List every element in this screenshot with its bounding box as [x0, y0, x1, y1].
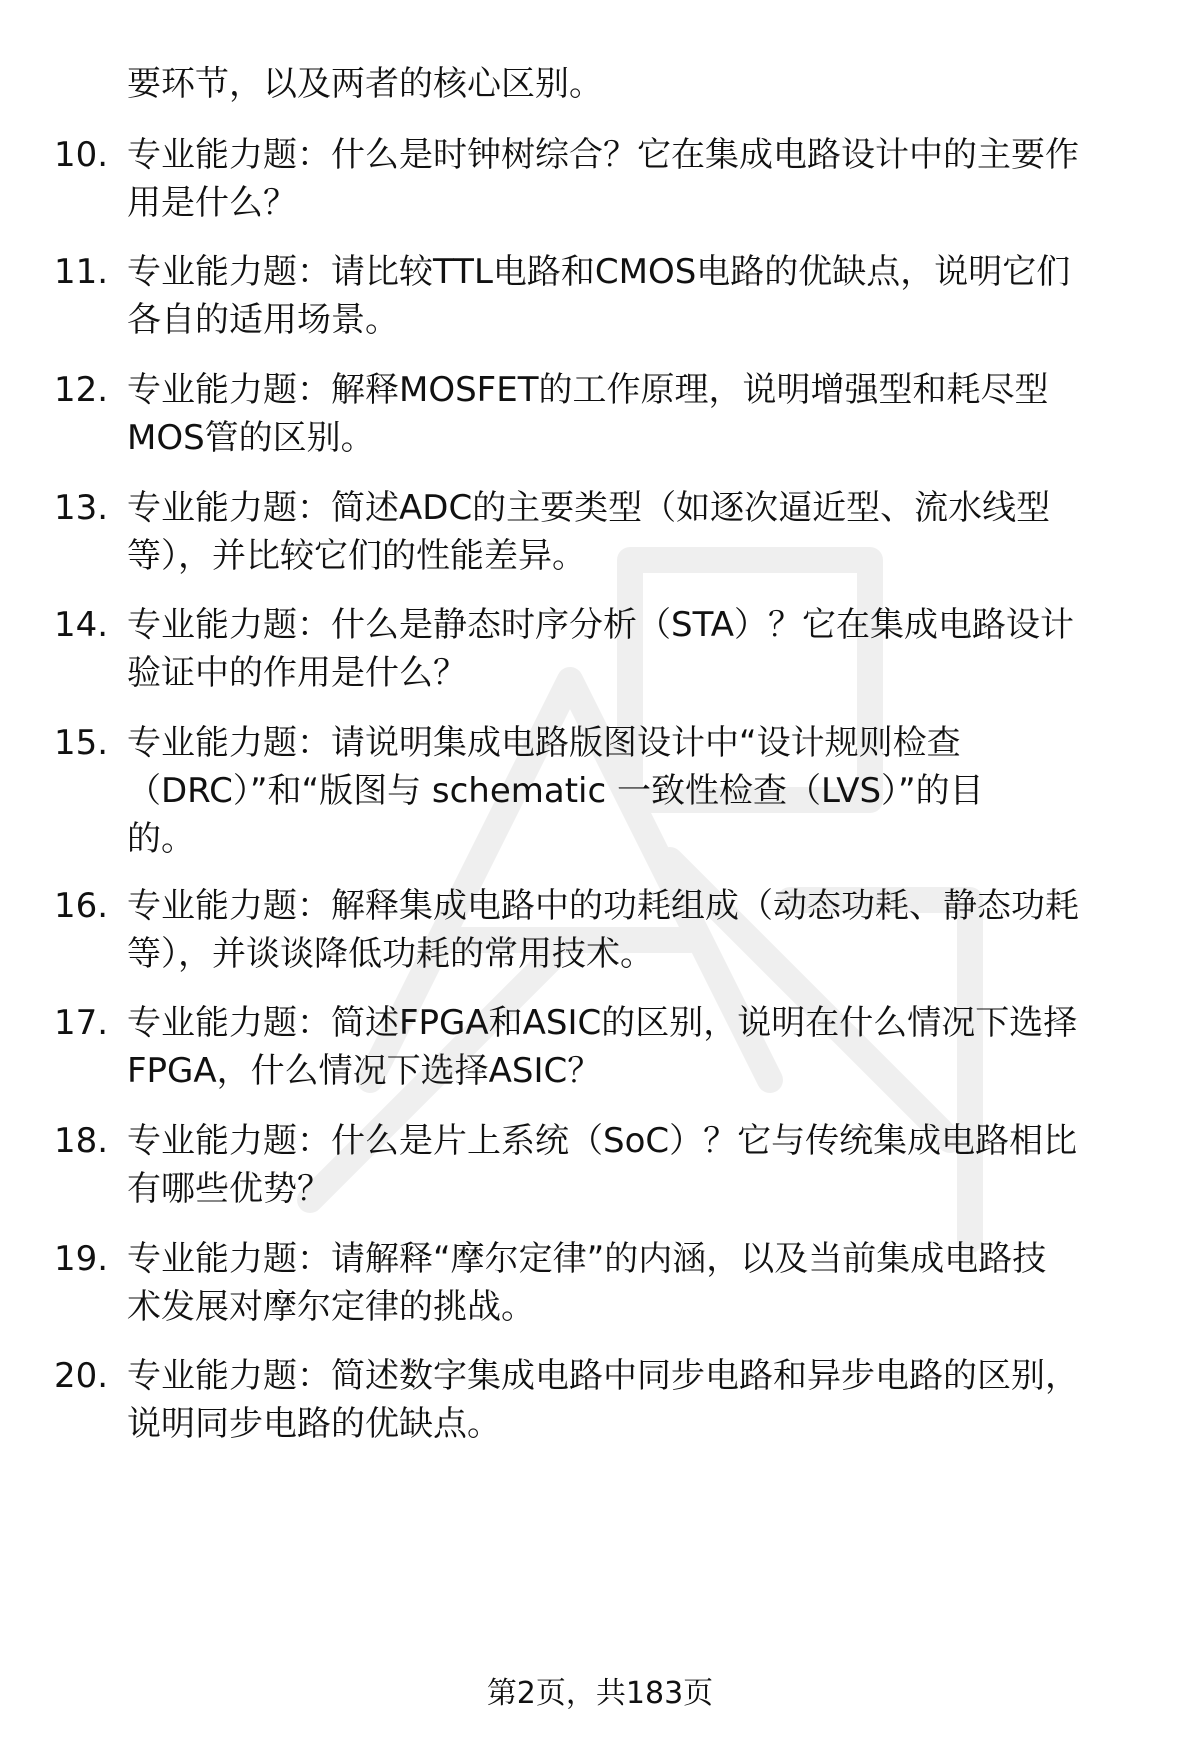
question-line: 专业能力题：什么是静态时序分析（STA）？它在集成电路设计 — [127, 605, 1074, 645]
question-line: 等），并比较它们的性能差异。 — [127, 536, 586, 576]
question-line: 专业能力题：解释集成电路中的功耗组成（动态功耗、静态功耗 — [127, 886, 1079, 926]
question-line: 专业能力题：请比较TTL电路和CMOS电路的优缺点，说明它们 — [127, 252, 1071, 292]
question-text — [127, 366, 1200, 462]
question-number: 10. — [54, 135, 109, 175]
question-number: 14. — [54, 605, 109, 645]
question-text — [127, 999, 1200, 1095]
question-line: MOS管的区别。 — [127, 418, 375, 458]
question-number: 18. — [54, 1121, 109, 1161]
question-line: 专业能力题：请解释“摩尔定律”的内涵，以及当前集成电路技 — [127, 1239, 1047, 1279]
question-number: 16. — [54, 886, 109, 926]
question-line: 说明同步电路的优缺点。 — [127, 1404, 501, 1444]
question-text — [127, 1117, 1200, 1213]
question-text — [127, 1235, 1200, 1331]
question-line: 等），并谈谈降低功耗的常用技术。 — [127, 934, 654, 974]
question-line: 专业能力题：解释MOSFET的工作原理，说明增强型和耗尽型 — [127, 370, 1049, 410]
question-line: 专业能力题：什么是时钟树综合？它在集成电路设计中的主要作 — [127, 135, 1079, 175]
question-text — [127, 882, 1200, 978]
question-line: 有哪些优势？ — [127, 1169, 331, 1209]
question-number: 17. — [54, 1003, 109, 1043]
question-text — [127, 131, 1200, 227]
question-line: 专业能力题：简述数字集成电路中同步电路和异步电路的区别， — [127, 1356, 1079, 1396]
question-number: 13. — [54, 488, 109, 528]
question-text — [127, 719, 1200, 863]
question-line: 用是什么？ — [127, 183, 297, 223]
continuation-line: 要环节，以及两者的核心区别。 — [127, 64, 603, 104]
question-number: 19. — [54, 1239, 109, 1279]
question-text — [127, 248, 1200, 344]
question-line: 验证中的作用是什么？ — [127, 653, 467, 693]
question-line: 专业能力题：简述FPGA和ASIC的区别，说明在什么情况下选择 — [127, 1003, 1078, 1043]
page-footer: 第2页，共183页 — [486, 1676, 714, 1711]
question-line: 专业能力题：简述ADC的主要类型（如逐次逼近型、流水线型 — [127, 488, 1051, 528]
question-line: 专业能力题：请说明集成电路版图设计中“设计规则检查 — [127, 723, 961, 763]
question-line: FPGA，什么情况下选择ASIC？ — [127, 1051, 602, 1091]
question-text — [127, 484, 1200, 580]
question-line: 的。 — [127, 819, 195, 859]
question-line: 术发展对摩尔定律的挑战。 — [127, 1287, 535, 1327]
question-text — [127, 601, 1200, 697]
question-line: 各自的适用场景。 — [127, 300, 399, 340]
question-number: 11. — [54, 252, 109, 292]
question-line: （DRC）”和“版图与 schematic 一致性检查（LVS）”的目 — [127, 771, 984, 811]
question-number: 15. — [54, 723, 109, 763]
question-number: 12. — [54, 370, 109, 410]
question-number: 20. — [54, 1356, 109, 1396]
question-line: 专业能力题：什么是片上系统（SoC）？它与传统集成电路相比 — [127, 1121, 1078, 1161]
question-text — [127, 1352, 1200, 1448]
